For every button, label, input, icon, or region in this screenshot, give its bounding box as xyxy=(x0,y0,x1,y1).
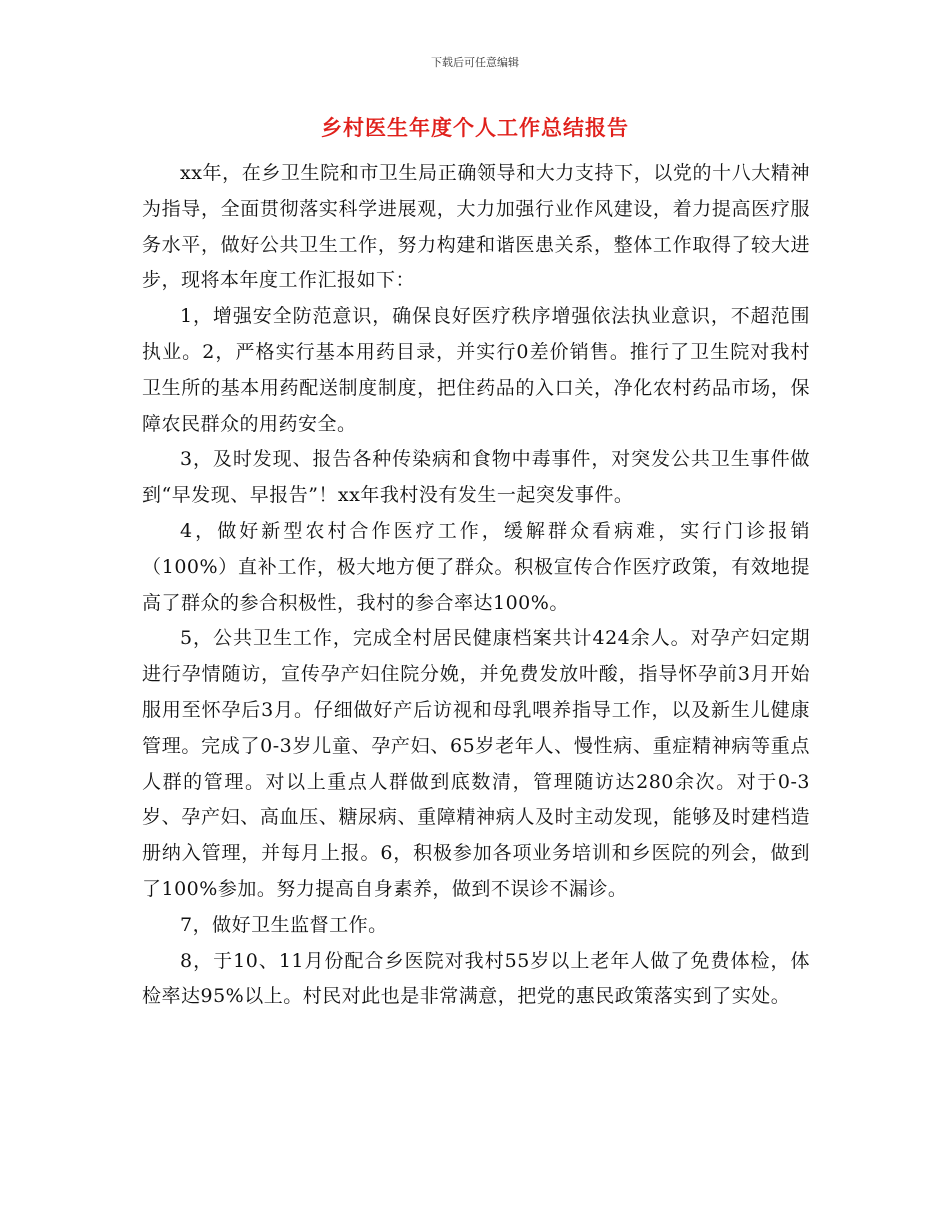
document-title: 乡村医生年度个人工作总结报告 xyxy=(321,116,629,140)
paragraph-intro: xx年，在乡卫生院和市卫生局正确领导和大力支持下，以党的十八大精神为指导，全面贯彻落实科学进展观，大力加强行业作风建设，着力提高医疗服务水平，做好公共卫生工作，努力构建和谐医患关系，整体工作取得了较大进步，现将本年度工作汇报如下： xyxy=(142,162,810,292)
paragraph-item-5-6: 5，公共卫生工作，完成全村居民健康档案共计424余人。对孕产妇定期进行孕情随访，宣传孕产妇住院分娩，并免费发放叶酸，指导怀孕前3月开始服用至怀孕后3月。仔细做好产后访视和母乳喂养指导工作，以及新生儿健康管理。完成了0-3岁儿童、孕产妇、65岁老年人、慢性病、重症精神病等重点人群的管理。对以上重点人群做到底数清，管理随访达280余次。对于0-3岁、孕产妇、高血压、糖尿病、重障精神病人及时主动发现，能够及时建档造册纳入管理，并每月上报。6，积极参加各项业务培训和乡医院的列会，做到了100%参加。努力提高自身素养，做到不误诊不漏诊。 xyxy=(142,627,810,900)
paragraph-item-4: 4，做好新型农村合作医疗工作，缓解群众看病难，实行门诊报销（100%）直补工作，极大地方便了群众。积极宣传合作医疗政策，有效地提高了群众的参合积极性，我村的参合率达100%。 xyxy=(142,519,810,614)
document-body xyxy=(142,156,810,1015)
paragraph-item-7: 7，做好卫生监督工作。 xyxy=(180,913,388,936)
header-note: 下载后可任意编辑 xyxy=(431,56,519,69)
paragraph-item-3: 3，及时发现、报告各种传染病和食物中毒事件，对突发公共卫生事件做到“早发现、早报告”！xx年我村没有发生一起突发事件。 xyxy=(142,448,810,507)
paragraph-item-1-2: 1，增强安全防范意识，确保良好医疗秩序增强依法执业意识，不超范围执业。2，严格实行基本用药目录，并实行0差价销售。推行了卫生院对我村卫生所的基本用药配送制度制度，把住药品的入口关，净化农村药品市场，保障农民群众的用药安全。 xyxy=(142,305,810,435)
paragraph-item-8: 8，于10、11月份配合乡医院对我村55岁以上老年人做了免费体检，体检率达95%以上。村民对此也是非常满意，把党的惠民政策落实到了实处。 xyxy=(142,949,810,1008)
